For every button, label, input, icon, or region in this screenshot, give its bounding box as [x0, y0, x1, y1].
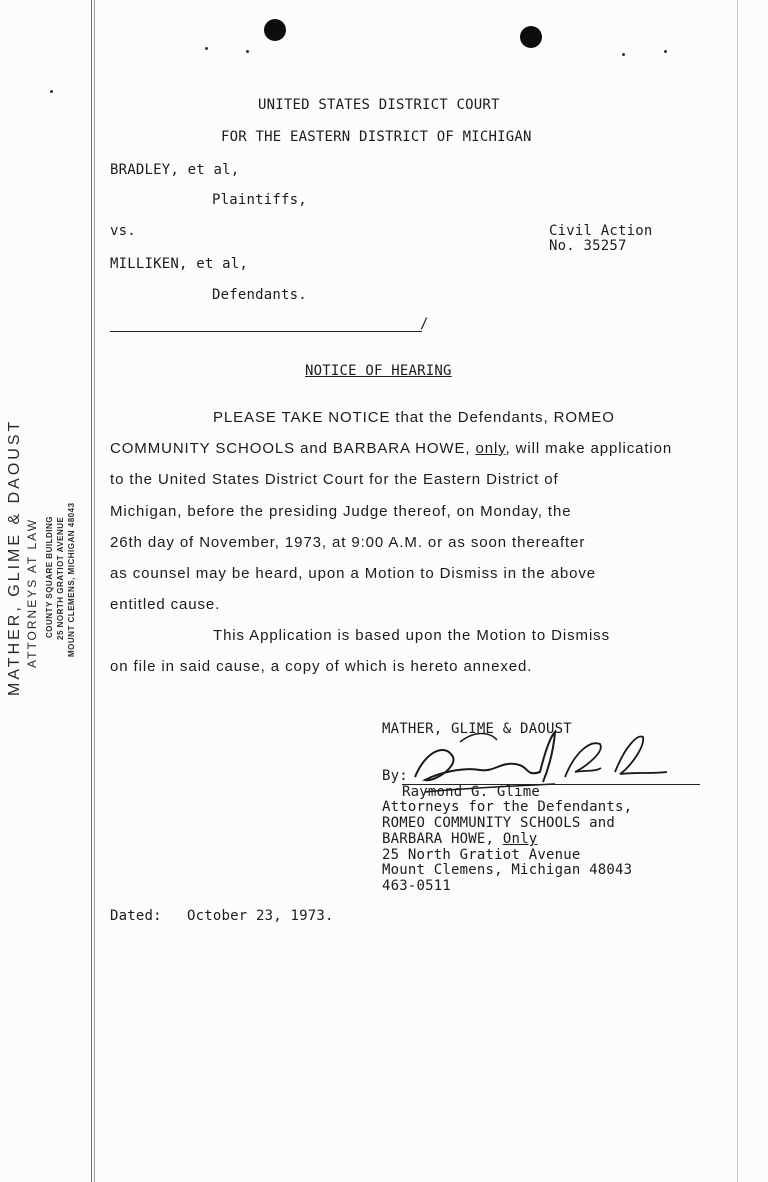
body-line: as counsel may be heard, upon a Motion to Dismiss in the above: [110, 565, 597, 582]
caption-slash: /: [420, 316, 429, 332]
emphasis-only: only: [475, 440, 506, 457]
court-district: FOR THE EASTERN DISTRICT OF MICHIGAN: [221, 129, 532, 145]
margin-rule-left: [91, 0, 92, 1182]
margin-rule-right: [737, 0, 738, 1182]
plaintiff-name: BRADLEY, et al,: [110, 162, 240, 178]
speck: [246, 50, 249, 53]
signature-firm: MATHER, GLIME & DAOUST: [382, 721, 572, 737]
body-line: 26th day of November, 1973, at 9:00 A.M. or as soon thereafter: [110, 534, 586, 551]
sig-only: Only: [502, 831, 538, 847]
punch-hole-left: [264, 19, 286, 41]
margin-firm-title: ATTORNEYS AT LAW: [25, 517, 39, 668]
body-text: , will make application: [505, 440, 673, 457]
signature-line4: 25 North Gratiot Avenue: [382, 847, 581, 863]
case-number: No. 35257: [549, 238, 627, 254]
speck: [664, 50, 667, 53]
signature-line5: Mount Clemens, Michigan 48043: [382, 862, 633, 878]
defendant-name: MILLIKEN, et al,: [110, 256, 249, 272]
body-line: [110, 440, 672, 457]
body-line: Michigan, before the presiding Judge thereof, on Monday, the: [110, 503, 572, 520]
margin-rule-left-inner: [94, 0, 95, 1182]
dated-value: October 23, 1973.: [187, 908, 334, 924]
signature-line6: 463-0511: [382, 878, 452, 894]
signature-line1: Attorneys for the Defendants,: [382, 799, 633, 815]
margin-address-line3: MOUNT CLEMENS, MICHIGAN 48043: [67, 502, 76, 657]
court-name: UNITED STATES DISTRICT COURT: [258, 97, 500, 113]
margin-address-line1: COUNTY SQUARE BUILDING: [45, 516, 54, 638]
versus: vs.: [110, 223, 136, 239]
signer-name: Raymond G. Glime: [402, 784, 541, 800]
defendant-role: Defendants.: [212, 287, 307, 303]
body-line: This Application is based upon the Motion to Dismiss: [213, 627, 610, 644]
margin-firm-name: MATHER, GLIME & DAOUST: [6, 418, 23, 696]
document-title: NOTICE OF HEARING: [305, 363, 452, 379]
speck: [205, 47, 208, 50]
signature-line2: ROMEO COMMUNITY SCHOOLS and: [382, 815, 615, 831]
body-line: to the United States District Court for the Eastern District of: [110, 471, 559, 488]
margin-letterhead: [0, 0, 90, 1182]
case-type: Civil Action: [549, 223, 653, 239]
plaintiff-role: Plaintiffs,: [212, 192, 307, 208]
caption-rule: [110, 331, 422, 332]
speck: [622, 53, 625, 56]
body-line: PLEASE TAKE NOTICE that the Defendants, ROMEO: [213, 409, 615, 426]
dated-label: Dated:: [110, 908, 162, 924]
punch-hole-right: [520, 26, 542, 48]
margin-address-line2: 25 NORTH GRATIOT AVENUE: [56, 516, 65, 640]
body-line: on file in said cause, a copy of which is hereto annexed.: [110, 658, 533, 675]
signature-by-label: By:: [382, 768, 408, 784]
signature-line3: [382, 831, 537, 847]
sig-text: BARBARA HOWE,: [382, 831, 503, 847]
body-line: entitled cause.: [110, 596, 221, 613]
body-text: COMMUNITY SCHOOLS and BARBARA HOWE,: [110, 440, 476, 457]
